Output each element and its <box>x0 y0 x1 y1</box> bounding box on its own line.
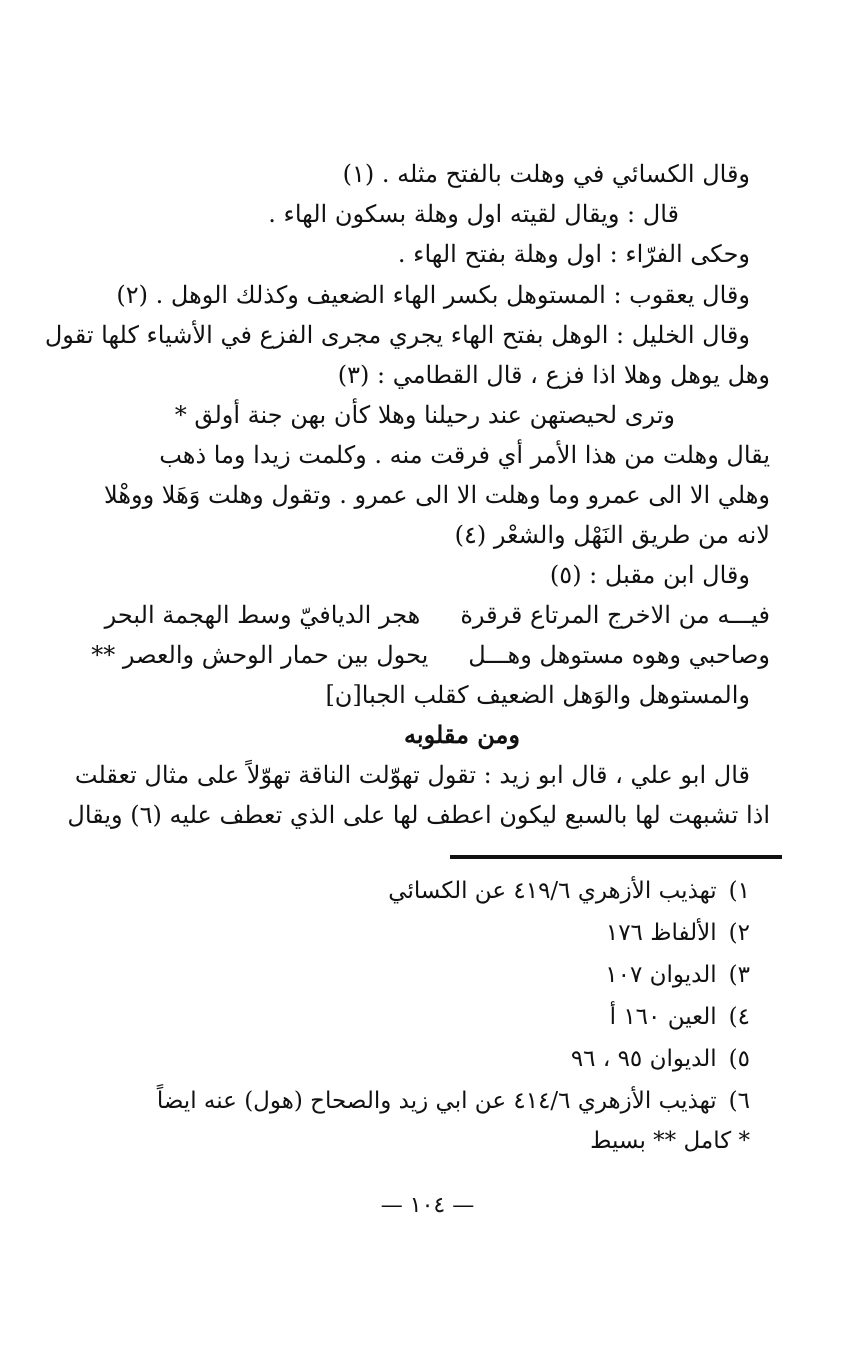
body-line-4: وقال يعقوب : المستوهل بكسر الهاء الضعيف وكذلك الوهل . (٢) <box>116 281 750 309</box>
body-line-13: اذا تشبهت لها بالسبع ليكون اعطف لها على الذي تعطف عليه (٦) ويقال <box>67 801 770 829</box>
verse-2b-first-hemistich: وصاحبي وهوه مستوهل وهـــل <box>468 641 770 669</box>
footnote-3 <box>605 959 750 991</box>
body-line-1: وقال الكسائي في وهلت بالفتح مثله . (١) <box>342 160 750 188</box>
verse-1: وترى لحيصتهن عند رحيلنا وهلا كأن بهن جنة أولق * <box>174 401 675 429</box>
footnote-text: تهذيب الأزهري ٤١٩/٦ عن الكسائي <box>388 878 717 904</box>
verse-2b-second-hemistich: يحول بين حمار الوحش والعصر ** <box>91 641 429 669</box>
section-heading: ومن مقلوبه <box>404 720 520 749</box>
footnote-number: ٢) <box>728 920 750 946</box>
body-line-8: وهلي الا الى عمرو وما وهلت الا الى عمرو . وتقول وهلت وَهَلا ووهْلا <box>104 481 770 509</box>
body-line-5: وقال الخليل : الوهل بفتح الهاء يجري مجرى الفزع في الأشياء كلها تقول <box>44 321 750 349</box>
footnote-text: العين ١٦٠ أ <box>609 1004 717 1030</box>
body-line-2: قال : ويقال لقيته اول وهلة بسكون الهاء . <box>268 200 679 228</box>
body-line-7: يقال وهلت من هذا الأمر أي فرقت منه . وكلمت زيدا وما ذهب <box>159 441 770 469</box>
page-number: — ١٠٤ — <box>380 1193 475 1218</box>
footnote-4 <box>610 1001 750 1033</box>
footnote-1 <box>388 875 750 907</box>
footnote-number: ٦) <box>728 1088 750 1114</box>
footnote-text: الديوان ١٠٧ <box>605 962 717 988</box>
body-line-11: والمستوهل والوَهل الضعيف كقلب الجبا[ن] <box>325 681 750 709</box>
body-line-12: قال ابو علي ، قال ابو زيد : تقول تهوّلت الناقة تهوّلاً على مثال تعقلت <box>74 761 750 789</box>
footnote-number: ٣) <box>728 962 750 988</box>
verse-2b <box>91 638 770 672</box>
footnote-number: ١) <box>728 878 750 904</box>
footnote-number: ٤) <box>728 1004 750 1030</box>
footnote-text: تهذيب الأزهري ٤١٤/٦ عن ابي زيد والصحاح (هول) عنه ايضاً <box>156 1088 717 1114</box>
footnote-text: الديوان ٩٥ ، ٩٦ <box>570 1046 717 1072</box>
footnote-6 <box>157 1085 750 1117</box>
body-line-9: لانه من طريق النَهْل والشعْر (٤) <box>454 521 770 549</box>
body-line-3: وحكى الفرّاء : اول وهلة بفتح الهاء . <box>397 240 750 268</box>
footnote-5 <box>571 1043 750 1075</box>
body-line-6: وهل يوهل وهلا اذا فزع ، قال القطامي : (٣) <box>337 361 770 389</box>
body-line-10: وقال ابن مقبل : (٥) <box>549 561 750 589</box>
footnote-number: ٥) <box>728 1046 750 1072</box>
verse-2a <box>105 598 770 632</box>
footnote-2 <box>606 917 750 949</box>
verse-2a-second-hemistich: هجر الديافيّ وسط الهجمة البحر <box>104 601 421 629</box>
verse-2a-first-hemistich: فيـــه من الاخرج المرتاع قرقرة <box>460 601 770 629</box>
meter-note: * كامل ** بسيط <box>590 1128 750 1154</box>
footnote-text: الألفاظ ١٧٦ <box>605 920 717 946</box>
footnote-divider <box>450 855 782 859</box>
